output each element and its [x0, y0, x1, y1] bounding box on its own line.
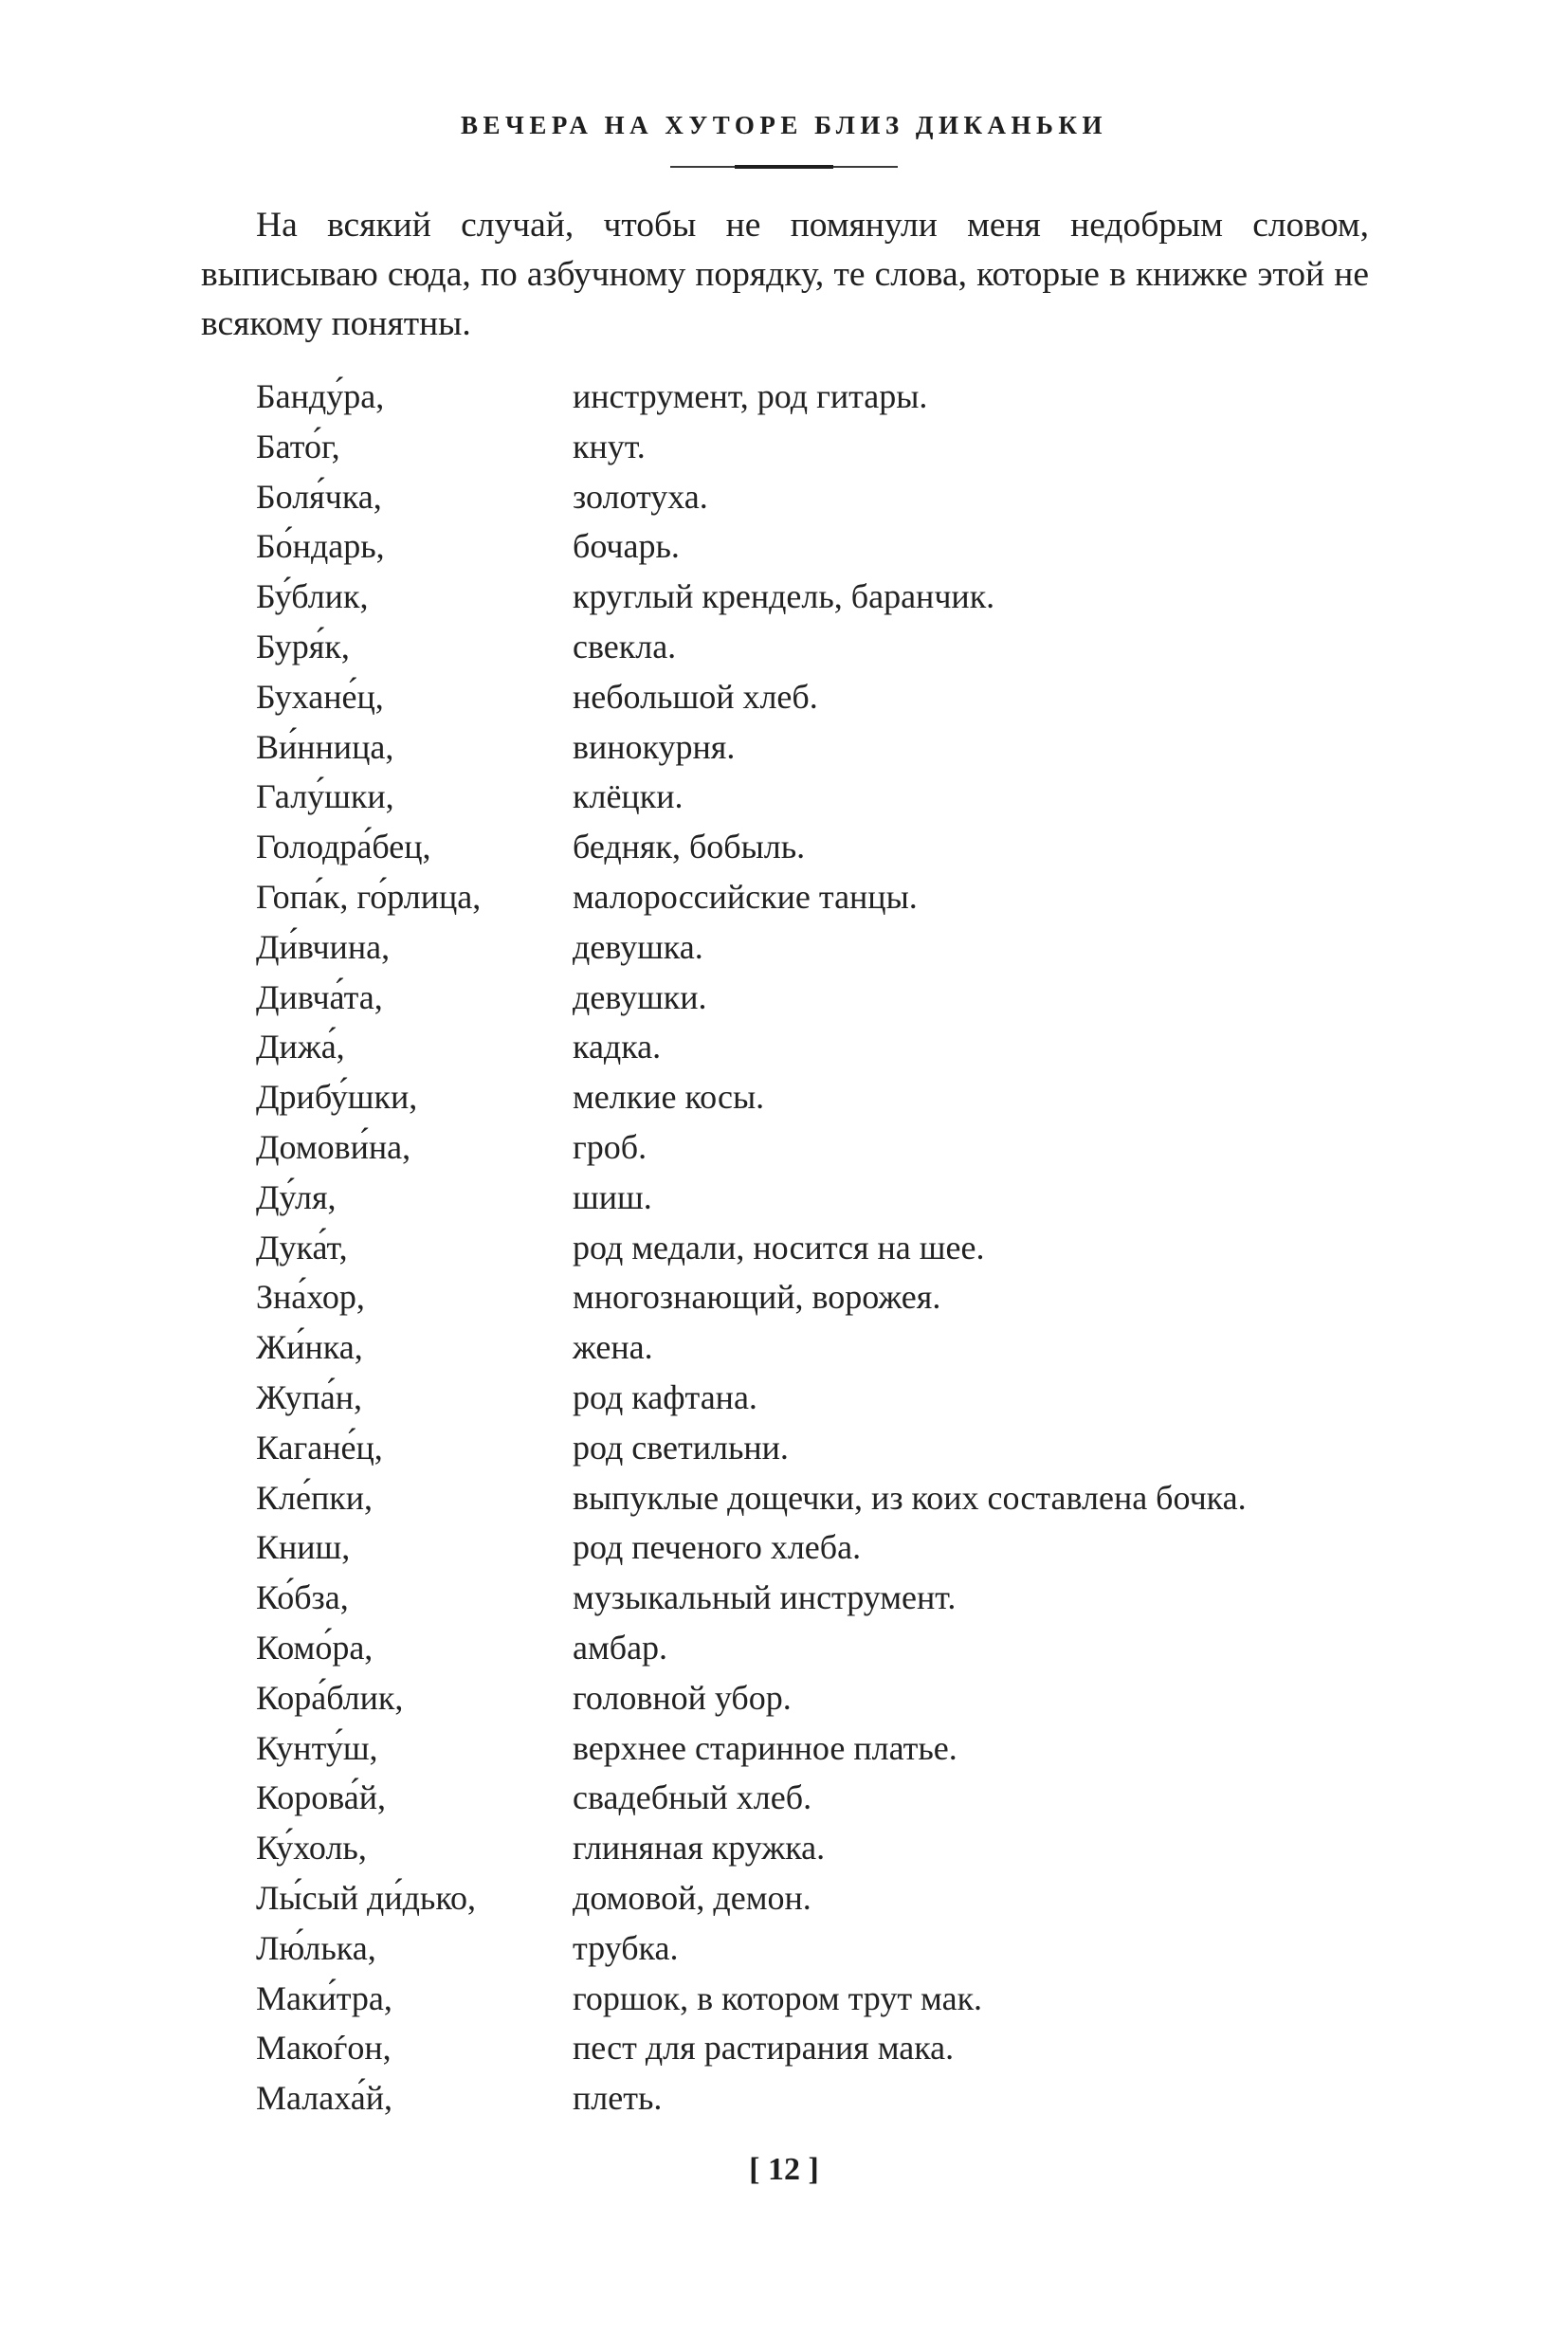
glossary-term: Кагане́ц, [256, 1428, 383, 1467]
running-head-title: ВЕЧЕРА НА ХУТОРЕ БЛИЗ ДИКАНЬКИ [461, 111, 1107, 139]
glossary-entry [256, 872, 1394, 922]
glossary-definition: кнут. [573, 427, 646, 465]
glossary-term: Гопа́к, го́рлица, [256, 877, 482, 916]
glossary-definition: род кафтана. [573, 1377, 757, 1416]
glossary-term: Жи́нка, [256, 1328, 363, 1367]
glossary-definition: музыкальный инструмент. [573, 1578, 957, 1617]
glossary-definition: винокурня. [573, 727, 736, 766]
glossary-definition: глиняная кружка. [573, 1829, 826, 1868]
glossary-entry [256, 722, 1394, 773]
glossary-entry [256, 772, 1394, 822]
glossary-entry [256, 1623, 1394, 1673]
glossary-entry [256, 1723, 1394, 1774]
glossary-term: Макоѓон, [256, 2029, 392, 2068]
glossary-term: Маки́тра, [256, 1978, 392, 2017]
glossary-entry [256, 422, 1394, 472]
glossary-definition: бочарь. [573, 527, 680, 566]
glossary-term: Бо́ндарь, [256, 527, 385, 566]
glossary-definition: малороссийские танцы. [573, 877, 918, 916]
glossary-term: Бу́блик, [256, 577, 369, 616]
glossary-term: Бато́г, [256, 427, 340, 465]
glossary-term: Дивча́та, [256, 977, 383, 1016]
glossary-definition: гроб. [573, 1127, 647, 1166]
glossary-term: Боля́чка, [256, 477, 382, 516]
glossary-entry [256, 1673, 1394, 1723]
glossary-definition: девушка. [573, 927, 703, 966]
glossary-definition: свекла. [573, 627, 677, 665]
glossary-definition: девушки. [573, 977, 707, 1016]
glossary-entry [256, 1072, 1394, 1122]
glossary-term: Ду́ля, [256, 1177, 337, 1216]
glossary-entry [256, 1873, 1394, 1923]
glossary-entry [256, 1223, 1394, 1273]
glossary-term: Комо́ра, [256, 1628, 374, 1667]
glossary-term: Буря́к, [256, 627, 350, 665]
running-head-rule-accent [735, 165, 833, 169]
glossary-definition: домовой, демон. [573, 1878, 811, 1917]
glossary-entry [256, 922, 1394, 973]
glossary-entry [256, 672, 1394, 722]
glossary-definition: шиш. [573, 1177, 652, 1216]
glossary-entry [256, 521, 1394, 572]
glossary-term: Ку́холь, [256, 1829, 367, 1868]
glossary-entry [256, 372, 1394, 422]
glossary-definition: кадка. [573, 1028, 662, 1066]
glossary-definition: мелкие косы. [573, 1078, 765, 1117]
glossary-term: Кора́блик, [256, 1678, 404, 1717]
glossary-term: Дука́т, [256, 1228, 348, 1267]
glossary-term: Зна́хор, [256, 1278, 365, 1317]
glossary-term: Голодра́бец, [256, 828, 431, 866]
glossary-entry [256, 1923, 1394, 1974]
glossary-definition: верхнее старинное платье. [573, 1728, 957, 1767]
glossary-entry [256, 822, 1394, 872]
glossary-entry [256, 1373, 1394, 1423]
glossary-definition: клёцки. [573, 777, 684, 816]
glossary-term: Домови́на, [256, 1127, 411, 1166]
glossary-term: Лю́лька, [256, 1928, 376, 1967]
glossary-entry [256, 1473, 1394, 1523]
glossary-entry [256, 1522, 1394, 1573]
glossary-definition: плеть. [573, 2079, 663, 2118]
glossary-definition: свадебный хлеб. [573, 1778, 812, 1817]
glossary-entry [256, 1173, 1394, 1223]
glossary-definition: небольшой хлеб. [573, 677, 818, 716]
glossary-definition: амбар. [573, 1628, 668, 1667]
glossary-definition: выпуклые дощечки, из коих составлена бочка. [573, 1478, 1247, 1517]
glossary-entry [256, 2023, 1394, 2073]
glossary-entry [256, 572, 1394, 622]
glossary-term: Книш, [256, 1528, 351, 1567]
glossary-definition: многознающий, ворожея. [573, 1278, 941, 1317]
glossary-entry [256, 1272, 1394, 1322]
glossary-term: Малаха́й, [256, 2079, 393, 2118]
glossary-definition: бедняк, бобыль. [573, 828, 806, 866]
glossary-term: Банду́ра, [256, 377, 385, 415]
glossary-definition: трубка. [573, 1928, 679, 1967]
glossary-definition: род печеного хлеба. [573, 1528, 862, 1567]
glossary-definition: горшок, в котором трут мак. [573, 1978, 983, 2017]
glossary-term: Дрибу́шки, [256, 1078, 418, 1117]
page-number: [ 12 ] [749, 2152, 819, 2187]
glossary-entry [256, 1122, 1394, 1173]
glossary-term: Ко́бза, [256, 1578, 349, 1617]
glossary-entry [256, 1773, 1394, 1823]
glossary-term: Кунту́ш, [256, 1728, 378, 1767]
glossary-entry [256, 1573, 1394, 1623]
glossary-entry [256, 973, 1394, 1023]
glossary-entry [256, 622, 1394, 672]
glossary-term: Лы́сый ди́дько, [256, 1878, 477, 1917]
intro-paragraph: На всякий случай, чтобы не помянули меня недобрым словом, выписываю сюда, по азбучному порядку, те слова, которые в книжке этой не всякому понятны. [201, 206, 1369, 343]
glossary-entry [256, 1974, 1394, 2024]
glossary-term: Галу́шки, [256, 777, 394, 816]
glossary-entry [256, 472, 1394, 522]
glossary-entry [256, 1022, 1394, 1072]
glossary-term: Жупа́н, [256, 1377, 363, 1416]
glossary-term: Бухане́ц, [256, 677, 384, 716]
glossary-definition: пест для растирания мака. [573, 2029, 955, 2068]
glossary-term: Ди́вчина, [256, 927, 391, 966]
glossary-definition: круглый крендель, баранчик. [573, 577, 995, 616]
glossary-entry [256, 1823, 1394, 1873]
glossary-definition: инструмент, род гитары. [573, 377, 928, 415]
glossary-definition: золотуха. [573, 477, 708, 516]
glossary-definition: род светильни. [573, 1428, 789, 1467]
glossary-term: Корова́й, [256, 1778, 386, 1817]
glossary-definition: жена. [573, 1328, 653, 1367]
glossary-list [256, 372, 1394, 2123]
glossary-definition: головной убор. [573, 1678, 792, 1717]
glossary-term: Ви́нница, [256, 727, 394, 766]
glossary-entry [256, 1423, 1394, 1473]
glossary-entry [256, 2073, 1394, 2123]
glossary-entry [256, 1322, 1394, 1373]
glossary-term: Дижа́, [256, 1028, 345, 1066]
glossary-definition: род медали, носится на шее. [573, 1228, 985, 1267]
glossary-term: Кле́пки, [256, 1478, 373, 1517]
